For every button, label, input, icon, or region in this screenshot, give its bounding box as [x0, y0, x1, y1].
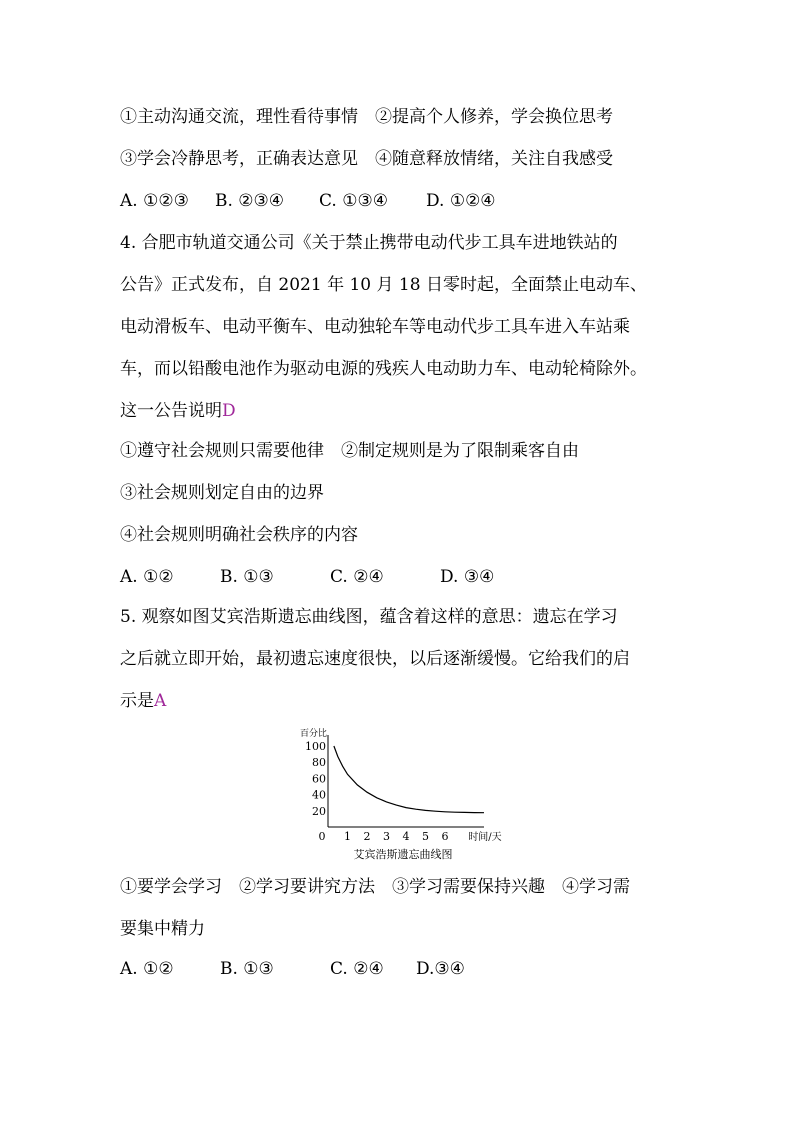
q4-items-line3: ④社会规则明确社会秩序的内容 [120, 525, 358, 545]
x-tick-label: 2 [363, 830, 371, 843]
q5-options [120, 957, 734, 981]
y-tick-label: 20 [312, 804, 326, 818]
q3-option-c: C. ①③④ [319, 191, 388, 211]
y-axis-label: 百分比 [300, 729, 328, 739]
x-tick-label: 4 [402, 830, 410, 843]
x-tick-label: 5 [422, 830, 429, 843]
q4-stem-line1: 4. 合肥市轨道交通公司《关于禁止携带电动代步工具车进地铁站的 [120, 233, 618, 253]
q4-option-a: A. ①② [120, 567, 174, 587]
x-axis-label: 时间/天 [468, 832, 502, 843]
y-tick-label: 40 [312, 788, 326, 802]
y-tick-label: 80 [312, 756, 326, 770]
q4-items-line1: ①遵守社会规则只需要他律 ②制定规则是为了限制乘客自由 [120, 441, 579, 461]
x-tick-label: 6 [441, 830, 449, 843]
x-tick-label: 3 [383, 830, 390, 843]
q4-stem-line2: 公告》正式发布，自 2021 年 10 月 18 日零时起，全面禁止电动车、 [120, 275, 647, 295]
q5-items-line2: 要集中精力 [120, 919, 205, 939]
x-tick-label: 1 [344, 830, 351, 843]
x-tick-label: 0 [318, 830, 326, 843]
q4-stem-text: 这一公告说明 [120, 401, 222, 421]
q3-option-d: D. ①②④ [426, 191, 496, 211]
q4-answer: D [222, 401, 236, 421]
q4-option-d: D. ③④ [440, 567, 495, 587]
chart-layer [300, 727, 502, 861]
y-tick-label: 60 [312, 772, 326, 786]
q3-options [120, 189, 734, 213]
forgetting-curve-line [334, 746, 484, 813]
q5-stem-line2: 之后就立即开始，最初遗忘速度很快，以后逐渐缓慢。它给我们的启 [120, 649, 630, 669]
q3-option-b: B. ②③④ [215, 191, 285, 211]
q5-option-a: A. ①② [120, 959, 174, 979]
q5-option-c: C. ②④ [330, 959, 384, 979]
q5-items-line1: ①要学会学习 ②学习要讲究方法 ③学习需要保持兴趣 ④学习需 [120, 877, 630, 897]
q4-stem-last [120, 399, 734, 423]
q4-items-line2: ③社会规则划定自由的边界 [120, 483, 324, 503]
q3-items-line1: ①主动沟通交流，理性看待事情 ②提高个人修养，学会换位思考 [120, 107, 613, 127]
q4-stem-line3: 电动滑板车、电动平衡车、电动独轮车等电动代步工具车进入车站乘 [120, 317, 630, 337]
q4-option-c: C. ②④ [330, 567, 384, 587]
chart-title: 艾宾浩斯遗忘曲线图 [353, 848, 453, 861]
q4-stem-line4: 车，而以铅酸电池作为驱动电源的残疾人电动助力车、电动轮椅除外。 [120, 359, 647, 379]
q4-option-b: B. ①③ [220, 567, 274, 587]
q5-stem-text: 示是 [120, 691, 154, 711]
q3-items-line2: ③学会冷静思考，正确表达意见 ④随意释放情绪，关注自我感受 [120, 149, 613, 169]
q4-options [120, 565, 734, 589]
q5-option-d: D.③④ [416, 959, 465, 979]
y-tick-label: 100 [305, 740, 326, 753]
q5-stem-last [120, 689, 734, 713]
q5-stem-line1: 5. 观察如图艾宾浩斯遗忘曲线图，蕴含着这样的意思：遗忘在学习 [120, 607, 618, 627]
forgetting-curve-chart [280, 723, 520, 863]
q5-answer: A [154, 691, 167, 711]
q3-option-a: A. ①②③ [120, 191, 189, 211]
q5-option-b: B. ①③ [220, 959, 274, 979]
